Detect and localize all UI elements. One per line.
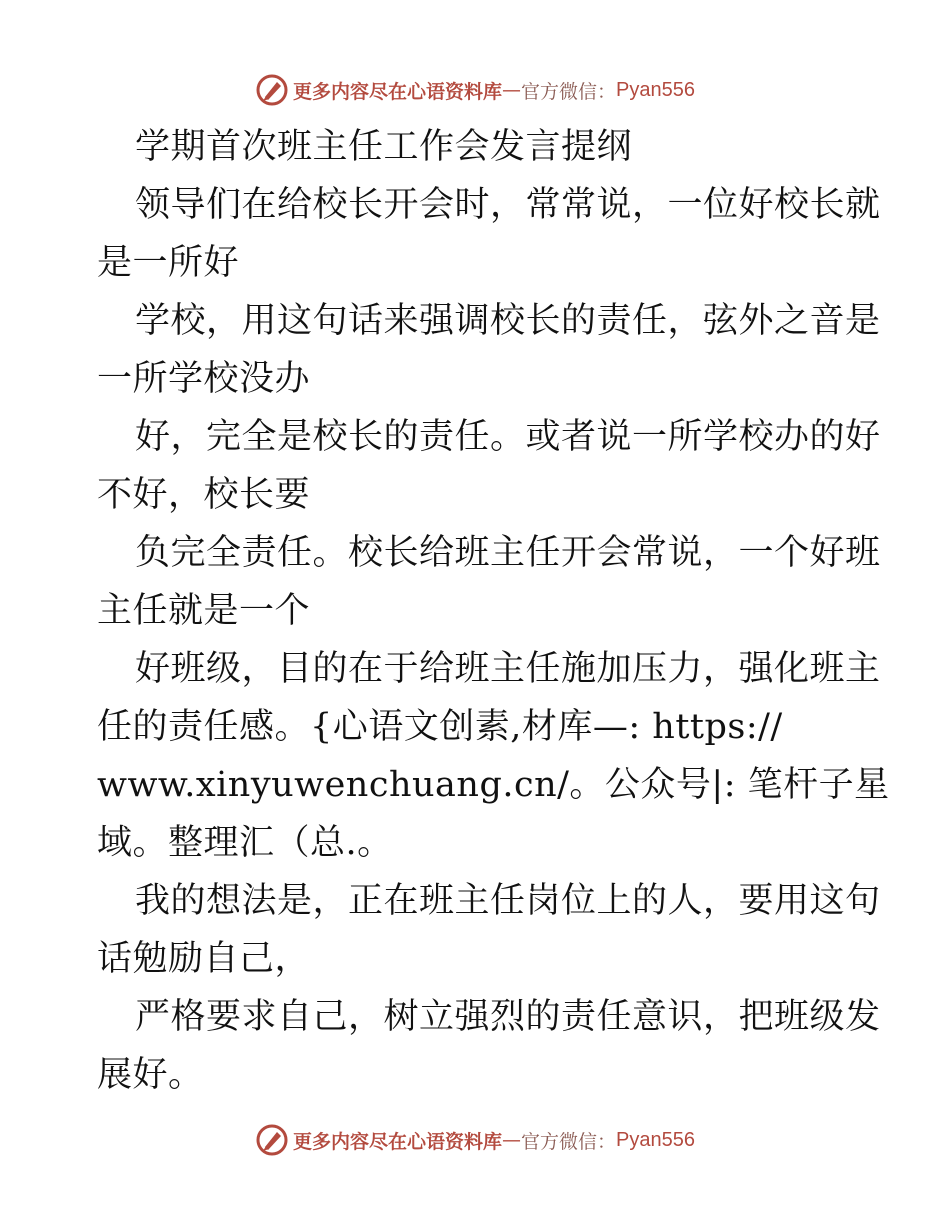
banner-title: 更多内容尽在心语资料库 bbox=[293, 80, 503, 103]
banner-title: 更多内容尽在心语资料库 bbox=[293, 1130, 503, 1153]
banner-wechat-label: 官方微信： bbox=[521, 80, 617, 103]
banner-dash: — bbox=[502, 79, 522, 101]
banner-wechat-handle: Pyan556 bbox=[616, 78, 695, 101]
banner-wechat-handle: Pyan556 bbox=[616, 1128, 695, 1151]
text-line: 负完全责任。校长给班主任开会常说，一个好班 bbox=[135, 533, 881, 573]
text-line: www.xinyuwenchuang.cn/。公众号|: 笔杆子星 bbox=[97, 765, 890, 805]
text-line: 学校，用这句话来强调校长的责任，弦外之音是 bbox=[135, 301, 881, 341]
text-line: 不好，校长要 bbox=[97, 475, 311, 515]
banner-dash: — bbox=[502, 1129, 522, 1151]
text-line: 域。整理汇（总.。 bbox=[97, 823, 393, 863]
text-line: 领导们在给校长开会时，常常说，一位好校长就 bbox=[135, 185, 881, 225]
text-line: 主任就是一个 bbox=[97, 591, 311, 631]
text-line: 任的责任感。{心语文创素,材库—: https:// bbox=[97, 707, 783, 747]
text-line: 好，完全是校长的责任。或者说一所学校办的好 bbox=[135, 417, 881, 457]
text-line: 好班级，目的在于给班主任施加压力，强化班主 bbox=[135, 649, 881, 689]
text-line: 话勉励自己， bbox=[97, 939, 311, 979]
text-line: 是一所好 bbox=[97, 243, 240, 283]
text-line: 严格要求自己，树立强烈的责任意识，把班级发 bbox=[135, 997, 881, 1037]
text-line: 展好。 bbox=[97, 1055, 204, 1095]
banner-wechat-label: 官方微信： bbox=[521, 1130, 617, 1153]
pen-nib-logo-icon bbox=[255, 73, 289, 107]
header-banner bbox=[0, 70, 950, 110]
pen-nib-logo-icon bbox=[255, 1123, 289, 1157]
text-line: 一所学校没办 bbox=[97, 359, 311, 399]
text-line: 我的想法是，正在班主任岗位上的人，要用这句 bbox=[135, 881, 881, 921]
document-title: 学期首次班主任工作会发言提纲 bbox=[135, 127, 633, 167]
document-body bbox=[97, 118, 890, 1104]
footer-banner bbox=[0, 1120, 950, 1160]
